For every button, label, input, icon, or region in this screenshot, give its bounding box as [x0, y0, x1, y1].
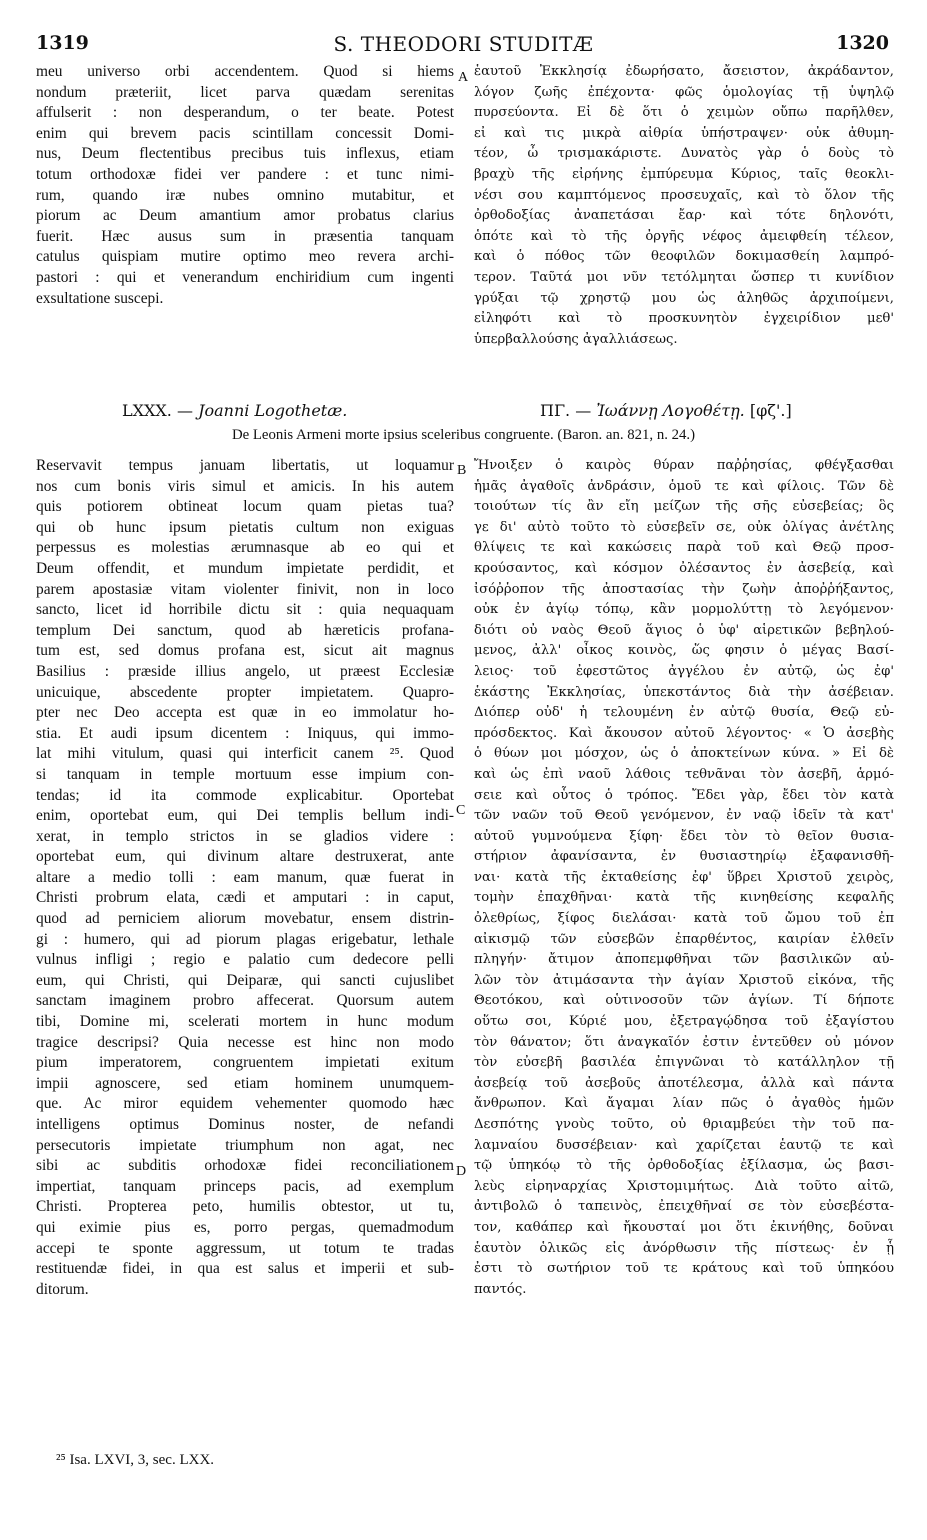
- text-line: intelligens optimus Dominus noster, de nefandi: [36, 1116, 454, 1133]
- page-number-right: 1320: [836, 32, 889, 54]
- letter-heading-latin: [122, 401, 347, 420]
- margin-marker-b: B: [457, 463, 467, 478]
- text-line: oportebat eum, qui divinum altare destruxerat, ante: [36, 848, 454, 866]
- text-line: τῶν ναῶν τοῦ Θεοῦ γενόμενον, ἐν ναῷ ἰδεῖν τὰ κατ': [474, 808, 894, 824]
- text-line: γε δι' αὐτὸ τοῦτο τὸ εὐσεβεῖν σε, οὐκ ὀλίγας ἀνέτλης: [474, 519, 894, 535]
- footnote: ²⁵ Isa. LXVI, 3, sec. LXX.: [56, 1452, 215, 1468]
- text-line: restituendæ fidei, in qua est salus et imperii et sub-: [36, 1260, 454, 1278]
- margin-marker-d: D: [456, 1164, 467, 1179]
- text-line: Basilius : præside illius angelo, ut præest Ecclesiæ: [36, 662, 454, 680]
- text-line: ὀρθοδοξίας ἀναπετάσαι ἔαρ· καὶ τότε δηλονότι,: [474, 208, 894, 224]
- text-line: ἰσόῤῥοπον τῆς ἀποστασίας τὴν ζωὴν ἀποῤῥήξαντος,: [474, 581, 894, 597]
- text-line: nos cum bonis viris simul et amicis. In his autem: [36, 477, 454, 495]
- text-line: τερον. Ταῦτά μοι νῦν τετόλμηται ὥσπερ τι κυνίδιον: [474, 269, 894, 285]
- text-line: stia. Et audi ipsum dicentem : Iniquus, qui immo-: [36, 724, 454, 742]
- text-line: eum, qui Christi, qui Deiparæ, qui sancti cujuslibet: [36, 971, 454, 989]
- text-line: καὶ ὁ πόθος τῶν θεοφιλῶν δοκιμασθείη λαμπρό-: [474, 249, 894, 265]
- text-line: ἀντιβολῶ ὁ ταπεινὸς, ἐπειχθῆναί σε τὸν εὐσεβέστα-: [474, 1199, 894, 1215]
- text-line: λειος· τοῦ ἐφεστῶτος ἀγγέλου ἐν αὐτῷ, ὡς ἐφ': [474, 663, 894, 679]
- text-line: λαμναίου δυσσέβειαν· καὶ χαρίζεται ἑαυτῷ τε καὶ: [474, 1137, 894, 1153]
- text-line: xerat, in templo strictos in se gladios videre :: [36, 827, 454, 845]
- text-line: fuerit. Hæc ausus sum in præsentia tanquam: [36, 227, 454, 245]
- text-line: lat mihi vitulum, quasi qui interficit canem ²⁵. Quod: [36, 745, 454, 763]
- margin-marker-a: A: [458, 70, 469, 85]
- text-line: τὸν εὐσεβῆ βασιλέα ἐπιγνῶναι τὸ κατάλληλον τῇ: [474, 1055, 894, 1071]
- text-line: totum orthodoxæ fidei ver pandere : et tunc nimi-: [36, 165, 454, 183]
- text-line: γρύξαι τῷ χρηστῷ μου ὡς ἀληθῶς ἀρχιποίμενι,: [474, 290, 894, 306]
- text-line: qui eximie pius es, porro pergas, quemadmodum: [36, 1218, 454, 1236]
- text-line: gi : humero, qui ad piorum plagas erigebatur, lethale: [36, 930, 454, 948]
- text-line: tragice descripsi? Quia necesse est hinc non modo: [36, 1033, 454, 1051]
- text-line: λεὺς εἰρηναρχίας Χριστομιμήτως. Διὰ τοῦτο αἰτῶ,: [474, 1178, 894, 1194]
- text-line: rum, quando iræ nubes omnino mutabitur, et: [36, 186, 454, 204]
- text-line: sibi ac subditis orhodoxæ fidei reconciliationem: [36, 1157, 454, 1175]
- text-line: οὕτω σοι, Κύριέ μου, ἐξετραγῴδησα τοῦ ἐξαγίστου: [474, 1014, 894, 1030]
- text-line: αὐτοῦ γυμνούμενα ξίφη· ἔδει τὸν τὸ θεῖον θυσια-: [474, 828, 894, 844]
- text-line: διότι οὐ ναὸς Θεοῦ ἅγιος ὁ ὑφ' αἱρετικῶν βεβηλού-: [474, 622, 894, 638]
- text-line: pium imperatorem, congruentem impietati exitum: [36, 1054, 454, 1072]
- text-line: accepi te sponte aggressum, ut totum te tradas: [36, 1239, 454, 1257]
- text-line: ναι· κατὰ τῆς ἐκταθείσης ἐφ' ὕβρει Χριστοῦ χειρὸς,: [474, 869, 894, 885]
- text-line: τέον, ὦ τρισμακάριστε. Δυνατὸς γὰρ ὁ δοὺς τὸ: [474, 146, 894, 162]
- text-line: πρόσδεκτος. Καὶ ἄκουσον αὐτοῦ λέγοντος· « Ὁ ἀσεβὴς: [474, 725, 894, 741]
- text-line: tendas; id ita commode explicabitur. Oportebat: [36, 786, 454, 804]
- text-line: sanctam imaginem probro affecerat. Quorsum autem: [36, 992, 454, 1010]
- letter-addressee-greek: Ἰωάννῃ Λογοθέτῃ.: [596, 401, 745, 420]
- greek-column-top: [474, 62, 894, 350]
- page-number-left: 1319: [36, 32, 89, 54]
- text-line: πυρσεύοντα. Εἰ δὲ ὅτι ὁ χειμὼν οὔπω παρῆλθεν,: [474, 105, 894, 121]
- latin-column-body: [36, 456, 454, 1300]
- text-line: parem apostasiæ vitam violenter finivit, non in loco: [36, 580, 454, 598]
- text-line: impii agnoscere, sed etiam hominem unumquem-: [36, 1074, 454, 1092]
- text-line: nus, Deum flectentibus precibus tuis inflexus, etiam: [36, 145, 454, 163]
- text-line: tum est, sed domus profana est, sicut ait magnus: [36, 642, 454, 660]
- text-line: ἑαυτὸν ὁλικῶς εἰς ἀνόρθωσιν τῆς πίστεως· ἐν ᾗ: [474, 1240, 894, 1256]
- text-line: affulserit : non desperandum, o ter beate. Potest: [36, 104, 454, 122]
- text-line: pter nec Deo accepta est quæ in eo immolatur ho-: [36, 704, 454, 722]
- text-line: καὶ ὡς ἐπὶ ναοῦ λάθοις τεθνᾶναι τὸν ἀσεβῆ, ἁρμό-: [474, 766, 894, 782]
- text-line: Christi. Propterea peto, humilis obtestor, ut tu,: [36, 1198, 454, 1216]
- text-line: τομὴν ἐπαχθῆναι· κατὰ τῆς κινηθείσης κεφαλῆς: [474, 890, 894, 906]
- text-line: Deum offendit, et mundum impietate perdidit, et: [36, 559, 454, 577]
- text-line: ἀσεβείᾳ τοῦ ἀσεβοῦς ἀποτέλεσμα, ἀλλὰ καὶ πάντα: [474, 1075, 894, 1091]
- letter-subheading: De Leonis Armeni morte ipsius sceleribus congruente. (Baron. an. 821, n. 24.): [231, 427, 696, 443]
- text-line: ἄνθρωπον. Καὶ ἄγαμαι λίαν πῶς ὁ ἀγαθὸς ἡμῶν: [474, 1096, 894, 1112]
- margin-marker-c: C: [456, 803, 466, 818]
- latin-column-top: [36, 62, 454, 309]
- text-line: Reservavit tempus januam libertatis, ut loquamur: [36, 457, 454, 474]
- text-line: εἰληφότι καὶ τὸ προσκυνητὸν ἐγχειρίδιον μεθ': [474, 311, 894, 327]
- text-line: ὑπερβαλλούσης ἀγαλλιάσεως.: [474, 331, 678, 347]
- text-line: sancto, licet id horribile dictu sit : quia nequaquam: [36, 601, 454, 619]
- text-line: ditorum.: [36, 1280, 89, 1298]
- text-line: unicuique, abscedente propter impietatem. Quapro-: [36, 683, 454, 701]
- text-line: ἐστι τὸ σωτήριον τοῦ τε κράτους καὶ τοῦ ὑπηκόου: [474, 1261, 894, 1277]
- text-line: Θεοτόκου, καὶ οὑτινοσοῦν τῶν ἁγίων. Τί δήποτε: [474, 993, 894, 1009]
- text-line: εἰ καὶ τις μικρὰ αἰθρία ὑπήστραψεν· οὐκ ἀθυμη-: [474, 125, 894, 141]
- letter-heading-greek: [540, 401, 792, 420]
- text-line: Διόπερ οὐδ' ἡ τελουμένη ἐν αὐτῷ θυσία, Θεῷ εὐ-: [474, 705, 894, 721]
- text-line: παντός.: [474, 1281, 527, 1297]
- text-line: quod ad perniciem aliorum movebatur, ensem distrin-: [36, 910, 454, 928]
- text-line: que. Ac miror equidem vehementer quomodo hæc: [36, 1095, 454, 1113]
- running-title: S. THEODORI STUDITÆ: [333, 32, 594, 56]
- text-line: catulus quispiam mutire optimo meo revera archi-: [36, 248, 454, 266]
- text-line: νέσι σου καμπτόμενος προσευχαῖς, καὶ τὸ ὅλον τῆς: [474, 187, 894, 203]
- text-line: σειε καὶ οὗτος ὁ τρόπος. Ἔδει γὰρ, ἔδει τὸν κατὰ: [474, 787, 894, 803]
- letter-addressee-latin: Joanni Logothetæ.: [198, 401, 348, 420]
- text-line: persecutoris impietate triumphum non agat, nec: [36, 1136, 454, 1154]
- text-line: ὁ θύων μοι μόσχον, ὡς ὁ ἀποκτείνων κύνα. » Εἰ δὲ: [474, 746, 894, 762]
- text-line: exsultatione suscepi.: [36, 289, 164, 307]
- text-line: ἑκάστης Ἐκκλησίας, ὑπεκστάντος διὰ τὴν ἀσέβειαν.: [474, 684, 894, 700]
- text-line: πληγήν· ἄτιμον ἀποπεμφθῆναι τῶν βασιλικῶν αὐ-: [474, 952, 894, 968]
- text-line: Ἤνοιξεν ὁ καιρὸς θύραν παῤῥησίας, φθέγξασθαι: [474, 458, 894, 473]
- text-line: ἑαυτοῦ Ἐκκλησίᾳ ἐδωρήσατο, ἄσειστον, ἀκράδαντον,: [474, 64, 894, 79]
- text-line: θλίψεις τε καὶ κακώσεις παρὰ τοῦ καὶ Θεῷ προσ-: [474, 540, 894, 556]
- text-line: αἰκισμῷ τῶν εὐσεβῶν ἐπαρθέντος, καιρίαν ἐλθεῖν: [474, 931, 894, 947]
- text-line: Christi probrum elata, cædi et amputari : in caput,: [36, 889, 454, 907]
- letter-bracket-number: [φζ'.]: [749, 401, 792, 420]
- text-line: vulnus infligi ; regio e palatio cum dedecore pelli: [36, 951, 454, 969]
- text-line: enim qui brevem pacis scintillam concessit Domi-: [36, 124, 454, 142]
- text-line: impertiat, tanquam princeps pacis, ad exemplum: [36, 1177, 454, 1195]
- text-line: οὐκ ἐν ἁγίῳ τόπῳ, κἂν μορμολύττῃ τὸ λεγόμενον·: [474, 602, 894, 618]
- text-line: enim, oportebat eum, qui Dei templis bellum indi-: [36, 807, 454, 825]
- letter-number-latin: LXXX. —: [122, 401, 193, 420]
- text-line: λῶν τὸν ἀτιμάσαντα τὴν ἁγίαν Χριστοῦ εἰκόνα, τῆς: [474, 972, 894, 988]
- text-line: βραχὺ τῆς εἰρήνης ἐμπύρευμα Κύριος, ταῖς θεοκλι-: [474, 166, 894, 182]
- text-line: Δεσπότης γνοὺς τοῦτο, οὐ θριαμβεύει τὴν τοῦ πα-: [474, 1117, 894, 1132]
- text-line: tibi, Domine mi, scelerati mortem in hunc modum: [36, 1013, 454, 1031]
- text-line: si tanquam in temple mortuum esse impium con-: [36, 765, 454, 783]
- text-line: ἡμᾶς ἀγαθοῖς ἀνδράσιν, ὁμοῦ τε καὶ φίλοις. Τῶν δὲ: [474, 478, 894, 494]
- text-line: qui ob hunc ipsum pietatis cultum non exiguas: [36, 518, 454, 536]
- text-line: templum Dei sanctum, quod ab hæreticis profana-: [36, 621, 454, 639]
- letter-number-greek: ΠΓ. —: [540, 401, 592, 420]
- text-line: τον, καθάπερ καὶ ἤκουσταί μοι ὅτι ἐκινήθης, δοῦναι: [474, 1219, 894, 1235]
- text-line: μενος, ἀλλ' οἶκος κοινὸς, ὥς φησιν ὁ μέγας Βασί-: [474, 643, 894, 659]
- text-line: meu universo orbi accendentem. Quod si hiems: [36, 63, 454, 80]
- text-line: τοιούτων τίς ἂν εἴη μείζων τῆς σῆς εὐσεβείας; ὃς: [474, 499, 894, 515]
- text-line: κρούσαντος, καὶ κόσμον ὀλέσαντος ἐν ἀσεβείᾳ, καὶ: [474, 560, 894, 576]
- text-line: quis potiorem obtineat locum quam pietas tua?: [36, 498, 454, 516]
- text-line: τὸν θάνατον; ὅτι ἀναγκαῖόν ἐστιν ἐντεῦθεν οὐ μόνον: [474, 1034, 894, 1050]
- text-line: piorum ac Deum amantium amor probatus clarius: [36, 207, 454, 225]
- text-line: λόγον ζωῆς ἐπέχοντα· φῶς ὁμολογίας τῇ ὑψηλῷ: [474, 84, 894, 100]
- text-line: nondum præteriit, licet parva quædam serenitas: [36, 83, 454, 101]
- text-line: ὁπότε καὶ τὸ τῆς ὀργῆς νέφος ἀμειφθείη τέλεον,: [474, 228, 894, 244]
- text-line: perpessus es molestias ærumnasque ab eo qui et: [36, 539, 454, 557]
- text-line: στήριον ἀφανίσαντα, ἐν θυσιαστηρίῳ ἐξαφανισθῆ-: [474, 849, 894, 865]
- text-line: altare a medio tolli : eam manum, quæ fuerat in: [36, 868, 454, 886]
- text-line: pastori : qui et venerandum enchiridium cum ingenti: [36, 268, 454, 286]
- text-line: ὀλεθρίως, ξίφος διελάσαι· κατὰ τοῦ ὤμου τοῦ ἐπ: [474, 911, 894, 927]
- text-line: τῷ ὑπηκόῳ τὸ τῆς ὀρθοδοξίας ἐξίλασμα, ὡς βασι-: [474, 1158, 894, 1174]
- greek-column-body: [474, 456, 894, 1300]
